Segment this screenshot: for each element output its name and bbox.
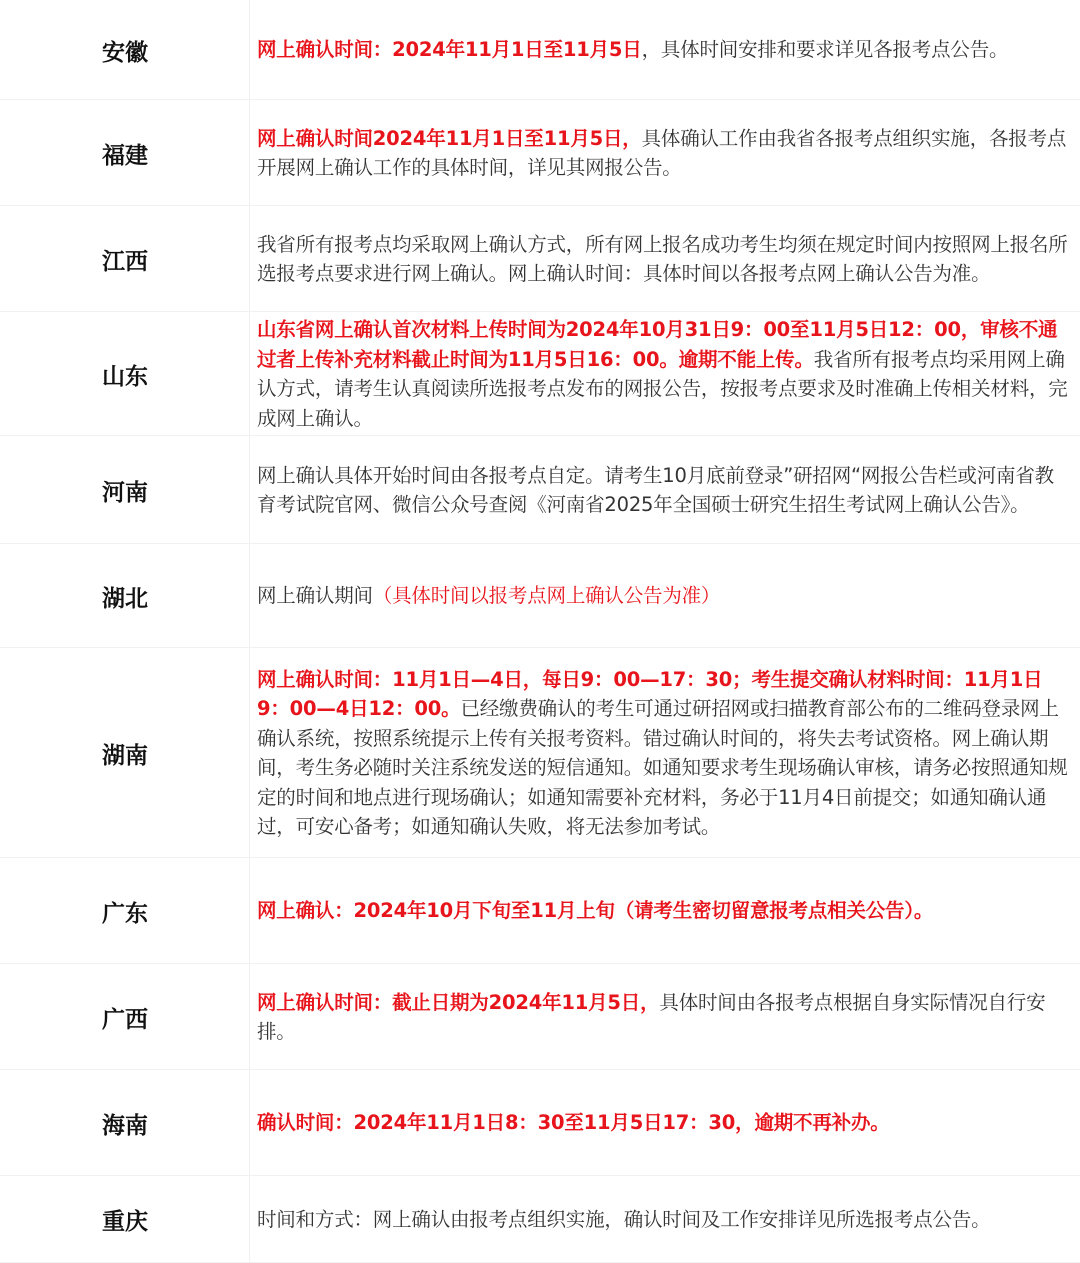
province-name: 重庆 (0, 1176, 250, 1263)
province-name: 江西 (0, 206, 250, 312)
body-text: 网上确认具体开始时间由各报考点自定。请考生10月底前登录”研招网“网报公告栏或河南省教育考试院官网、微信公众号查阅《河南省2025年全国硕士研究生招生考试网上确认公告》。 (257, 463, 1054, 516)
table-row-henan (0, 436, 1080, 544)
province-description (257, 206, 1071, 312)
highlight-text: 网上确认时间2024年11月1日至11月5日， (257, 126, 642, 150)
highlight-text: 网上确认时间：截止日期为2024年11月5日， (257, 990, 660, 1014)
table-row-hunan (0, 648, 1080, 858)
province-description (257, 0, 1071, 100)
table-row-anhui (0, 0, 1080, 100)
province-description (257, 100, 1071, 206)
province-name: 湖南 (0, 648, 250, 858)
province-name: 安徽 (0, 0, 250, 100)
province-name: 湖北 (0, 544, 250, 648)
province-description (257, 544, 1071, 648)
highlight-text: 网上确认：2024年10月下旬至11月上旬（请考生密切留意报考点相关公告）。 (257, 899, 934, 923)
province-description (257, 858, 1071, 964)
highlight-text: （具体时间以报考点网上确认公告为准） (372, 584, 721, 608)
province-name: 河南 (0, 436, 250, 544)
province-name: 广东 (0, 858, 250, 964)
table-row-chongqing (0, 1176, 1080, 1263)
highlight-text: 网上确认时间：11月1日—4日，每日9：00—17：30；考生提交确认材料时间：11月1日9：00—4日12：00。 (257, 667, 1043, 720)
body-text: 具体时间由各报考点根据自身实际情况自行安排。 (257, 990, 1046, 1043)
table-row-hainan (0, 1070, 1080, 1176)
province-description (257, 964, 1071, 1070)
province-name: 海南 (0, 1070, 250, 1176)
table-row-guangdong (0, 858, 1080, 964)
highlight-text: 确认时间：2024年11月1日8：30至11月5日17：30，逾期不再补办。 (257, 1111, 890, 1135)
province-description (257, 1070, 1071, 1176)
province-description (257, 648, 1071, 858)
body-text: 时间和方式：网上确认由报考点组织实施，确认时间及工作安排详见所选报考点公告。 (257, 1207, 991, 1231)
body-text: ，具体时间安排和要求详见各报考点公告。 (641, 38, 1009, 62)
table-row-fujian (0, 100, 1080, 206)
province-description (257, 1176, 1071, 1263)
body-text: 网上确认期间 (257, 584, 373, 608)
table-row-guangxi (0, 964, 1080, 1070)
table-row-jiangxi (0, 206, 1080, 312)
province-description (257, 436, 1071, 544)
province-name: 山东 (0, 312, 250, 436)
body-text: 我省所有报考点均采用网上确认方式，请考生认真阅读所选报考点发布的网报公告，按报考点要求及时准确上传相关材料，完成网上确认。 (257, 347, 1068, 430)
table-row-hubei (0, 544, 1080, 648)
highlight-text: 网上确认时间：2024年11月1日至11月5日 (257, 38, 642, 62)
body-text: 具体确认工作由我省各报考点组织实施，各报考点开展网上确认工作的具体时间，详见其网报公告。 (257, 126, 1067, 179)
province-description (257, 312, 1071, 436)
province-name: 福建 (0, 100, 250, 206)
province-name: 广西 (0, 964, 250, 1070)
table-row-shandong (0, 312, 1080, 436)
body-text: 已经缴费确认的考生可通过研招网或扫描教育部公布的二维码登录网上确认系统，按照系统提示上传有关报考资料。错过确认时间的，将失去考试资格。网上确认期间，考生务必随时关注系统发送的短信通知。如通知要求考生现场确认审核，请务必按照通知规定的时间和地点进行现场确认；如通知需要补充材料，务必于11月4日前提交；如通知确认通过，可安心备考；如通知确认失败，将无法参加考试。 (257, 697, 1068, 838)
highlight-text: 山东省网上确认首次材料上传时间为2024年10月31日9：00至11月5日12：00，审核不通过者上传补充材料截止时间为11月5日16：00。逾期不能上传。 (257, 318, 1058, 371)
body-text: 我省所有报考点均采取网上确认方式，所有网上报名成功考生均须在规定时间内按照网上报名所选报考点要求进行网上确认。网上确认时间：具体时间以各报考点网上确认公告为准。 (257, 232, 1068, 285)
